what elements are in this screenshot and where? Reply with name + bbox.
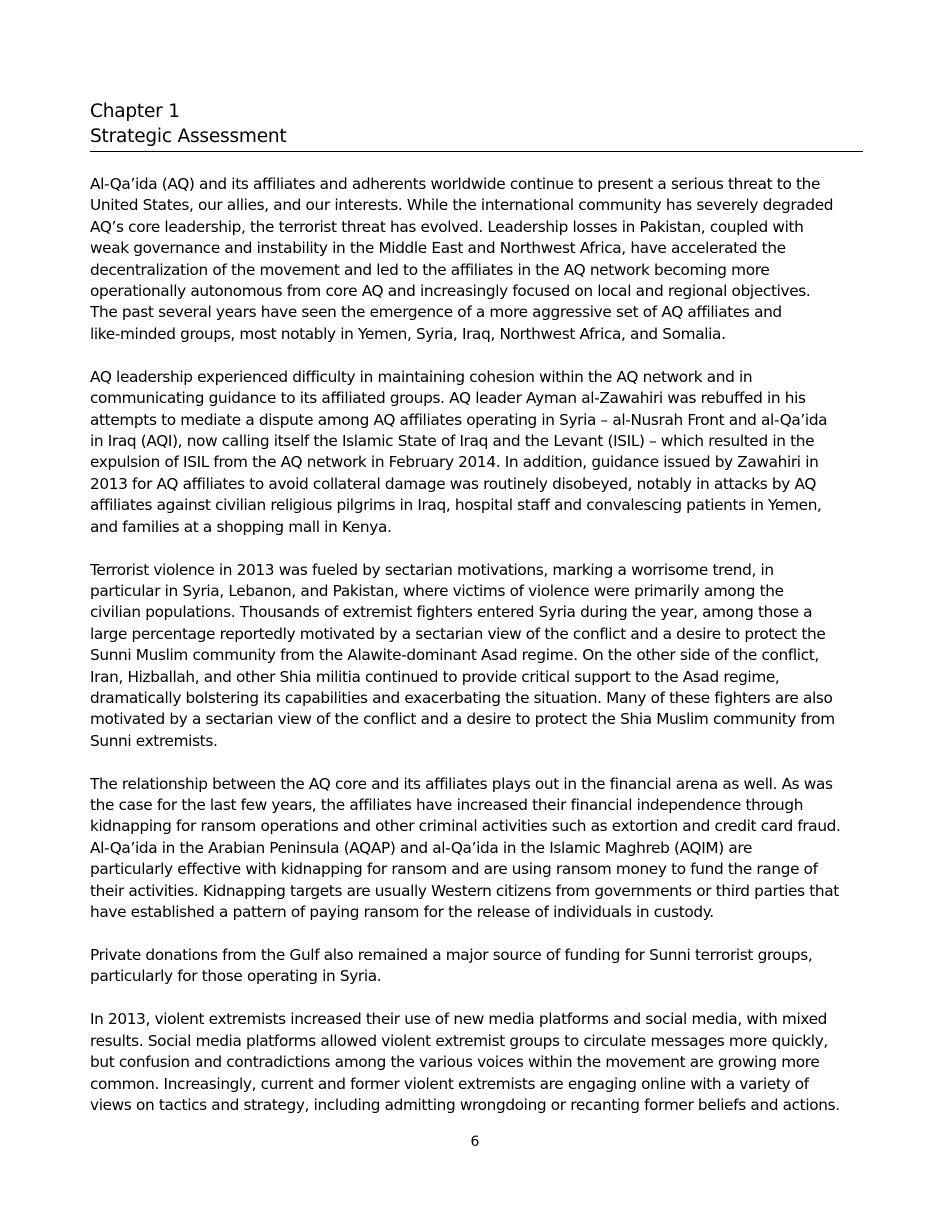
text-line: like-minded groups, most notably in Yemen, Syria, Iraq, Northwest Africa, and Somalia. (90, 324, 726, 343)
chapter-heading (90, 99, 863, 152)
text-line: particular in Syria, Lebanon, and Pakistan, where victims of violence were primarily among the (90, 581, 784, 600)
text-line: AQ leadership experienced difficulty in maintaining cohesion within the AQ network and in (90, 367, 753, 386)
text-line: Al-Qa’ida (AQ) and its affiliates and adherents worldwide continue to present a serious threat to the (90, 175, 821, 193)
text-line: kidnapping for ransom operations and other criminal activities such as extortion and credit card fraud. (90, 817, 841, 836)
text-line: affiliates against civilian religious pilgrims in Iraq, hospital staff and convalescing patients in Yemen, (90, 496, 822, 515)
text-line: but confusion and contradictions among the various voices within the movement are growing more (90, 1053, 820, 1072)
chapter-number: Chapter 1 (90, 101, 180, 122)
text-line: large percentage reportedly motivated by a sectarian view of the conflict and a desire to protect the (90, 624, 826, 643)
text-line: in Iraq (AQI), now calling itself the Islamic State of Iraq and the Levant (ISIL) – which resulted in the (90, 431, 815, 450)
chapter-title: Strategic Assessment (90, 126, 287, 147)
paragraph-2 (90, 367, 865, 538)
text-line: attempts to mediate a dispute among AQ affiliates operating in Syria – al-Nusrah Front and al-Qa’ida (90, 410, 828, 429)
page-number: 6 (470, 1134, 480, 1150)
text-line: Sunni extremists. (90, 731, 218, 750)
paragraph-6 (90, 1009, 865, 1116)
text-line: particularly effective with kidnapping for ransom and are using ransom money to fund the range of (90, 860, 818, 879)
paragraph-1 (90, 174, 865, 345)
text-line: In 2013, violent extremists increased their use of new media platforms and social media, with mixed (90, 1010, 828, 1029)
text-line: dramatically bolstering its capabilities and exacerbating the situation. Many of these fighters are also (90, 688, 833, 707)
text-line: views on tactics and strategy, including admitting wrongdoing or recanting former beliefs and actions. (90, 1095, 840, 1114)
text-line: common. Increasingly, current and former violent extremists are engaging online with a variety of (90, 1074, 809, 1093)
text-line: the case for the last few years, the affiliates have increased their financial independence through (90, 796, 804, 815)
text-line: weak governance and instability in the Middle East and Northwest Africa, have accelerated the (90, 239, 786, 258)
text-line: civilian populations. Thousands of extremist fighters entered Syria during the year, among those a (90, 603, 813, 622)
text-line: have established a pattern of paying ransom for the release of individuals in custody. (90, 903, 714, 922)
text-line: Terrorist violence in 2013 was fueled by sectarian motivations, marking a worrisome trend, in (90, 560, 774, 579)
text-line: motivated by a sectarian view of the conflict and a desire to protect the Shia Muslim community from (90, 710, 835, 729)
text-line: communicating guidance to its affiliated groups. AQ leader Ayman al-Zawahiri was rebuffed in his (90, 389, 806, 408)
text-line: United States, our allies, and our interests. While the international community has severely degraded (90, 196, 834, 215)
text-line: Iran, Hizballah, and other Shia militia continued to provide critical support to the Asad regime, (90, 667, 780, 686)
text-line: and families at a shopping mall in Kenya. (90, 517, 392, 536)
text-line: decentralization of the movement and led to the affiliates in the AQ network becoming more (90, 260, 770, 279)
text-line: Private donations from the Gulf also remained a major source of funding for Sunni terrorist groups, (90, 946, 813, 964)
text-line: Al-Qa’ida in the Arabian Peninsula (AQAP) and al-Qa’ida in the Islamic Maghreb (AQIM) are (90, 838, 753, 857)
text-line: their activities. Kidnapping targets are usually Western citizens from governments or third parties that (90, 881, 839, 900)
text-line: Sunni Muslim community from the Alawite-dominant Asad regime. On the other side of the conflict, (90, 646, 819, 665)
body-text (90, 174, 865, 1138)
paragraph-5 (90, 945, 865, 988)
text-line: The past several years have seen the emergence of a more aggressive set of AQ affiliates and (90, 303, 782, 322)
text-line: results. Social media platforms allowed violent extremist groups to circulate messages more quickly, (90, 1031, 828, 1050)
text-line: 2013 for AQ affiliates to avoid collateral damage was routinely disobeyed, notably in attacks by AQ (90, 474, 817, 493)
paragraph-3 (90, 560, 865, 753)
text-line: AQ’s core leadership, the terrorist threat has evolved. Leadership losses in Pakistan, coupled with (90, 217, 804, 236)
text-line: particularly for those operating in Syria. (90, 967, 382, 986)
text-line: expulsion of ISIL from the AQ network in February 2014. In addition, guidance issued by Zawahiri in (90, 453, 819, 472)
text-line: The relationship between the AQ core and its affiliates plays out in the financial arena as well. As was (90, 774, 833, 793)
paragraph-4 (90, 774, 865, 924)
text-line: operationally autonomous from core AQ and increasingly focused on local and regional objectives. (90, 282, 811, 301)
